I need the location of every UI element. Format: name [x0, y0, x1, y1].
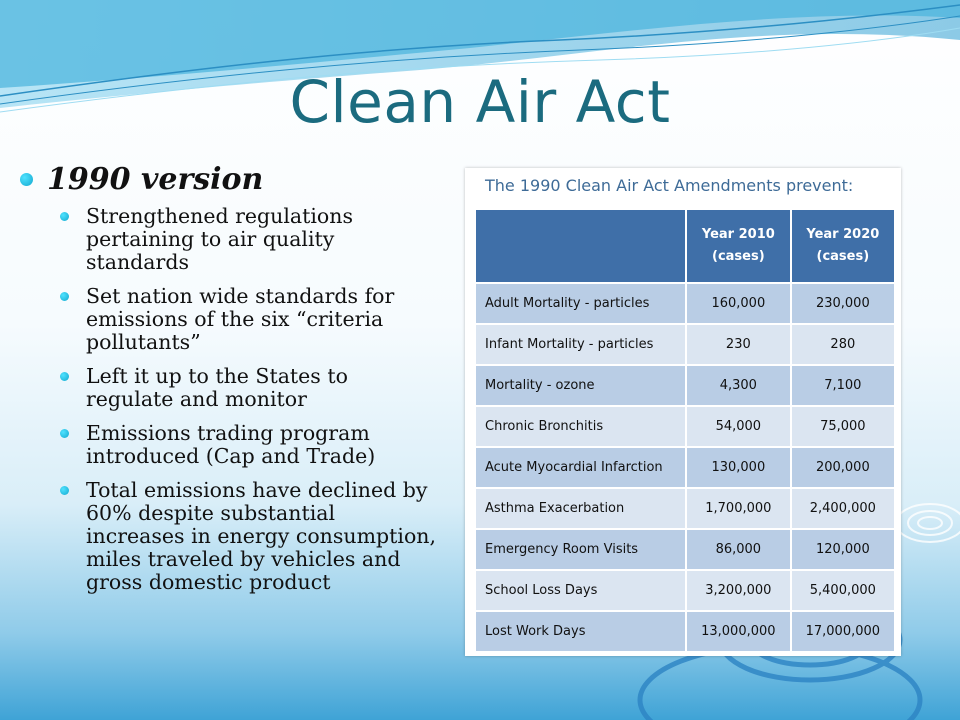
table-row — [476, 488, 894, 529]
row-value-2010: 54,000 — [686, 406, 791, 447]
table-row — [476, 406, 894, 447]
heading-bullet — [20, 162, 440, 197]
row-label: Lost Work Days — [476, 611, 686, 651]
table-row — [476, 611, 894, 651]
bullet-item: Set nation wide standards for emissions of the six “criteria pollutants” — [60, 285, 440, 354]
row-label: Mortality - ozone — [476, 365, 686, 406]
bullet-item: Emissions trading program introduced (Cap and Trade) — [60, 422, 440, 468]
row-value-2020: 17,000,000 — [791, 611, 894, 651]
row-value-2020: 200,000 — [791, 447, 894, 488]
row-value-2020: 280 — [791, 324, 894, 365]
row-label: Acute Myocardial Infarction — [476, 447, 686, 488]
row-value-2020: 7,100 — [791, 365, 894, 406]
row-label: Chronic Bronchitis — [476, 406, 686, 447]
row-value-2010: 230 — [686, 324, 791, 365]
header-year-2020-label: Year 2020 — [806, 227, 880, 242]
table-row — [476, 283, 894, 324]
bullet-item: Left it up to the States to regulate and monitor — [60, 365, 440, 411]
row-value-2010: 1,700,000 — [686, 488, 791, 529]
row-label: Adult Mortality - particles — [476, 283, 686, 324]
row-value-2020: 5,400,000 — [791, 570, 894, 611]
table-header-row — [476, 210, 894, 283]
table-row — [476, 447, 894, 488]
row-value-2010: 4,300 — [686, 365, 791, 406]
bullet-content — [20, 162, 440, 605]
amendments-table — [476, 210, 894, 651]
row-value-2020: 75,000 — [791, 406, 894, 447]
row-label: Infant Mortality - particles — [476, 324, 686, 365]
slide-title: Clean Air Act — [289, 68, 671, 136]
row-value-2010: 130,000 — [686, 447, 791, 488]
row-value-2020: 230,000 — [791, 283, 894, 324]
bullet-item: Total emissions have declined by 60% despite substantial increases in energy consumption, miles traveled by vehicles and gross domestic product — [60, 479, 440, 594]
table-row — [476, 365, 894, 406]
version-heading: 1990 version — [47, 162, 264, 197]
row-label: Emergency Room Visits — [476, 529, 686, 570]
bullet-list — [20, 205, 440, 594]
header-year-2010 — [686, 210, 791, 283]
bullet-icon — [20, 173, 33, 186]
row-value-2010: 160,000 — [686, 283, 791, 324]
header-empty — [476, 210, 686, 283]
row-value-2010: 86,000 — [686, 529, 791, 570]
row-value-2010: 3,200,000 — [686, 570, 791, 611]
table-row — [476, 529, 894, 570]
header-year-2010-label: Year 2010 — [701, 227, 775, 242]
row-label: School Loss Days — [476, 570, 686, 611]
amendments-table-image — [465, 168, 901, 656]
row-value-2020: 2,400,000 — [791, 488, 894, 529]
table-row — [476, 570, 894, 611]
row-value-2020: 120,000 — [791, 529, 894, 570]
row-value-2010: 13,000,000 — [686, 611, 791, 651]
row-label: Asthma Exacerbation — [476, 488, 686, 529]
table-row — [476, 324, 894, 365]
table-caption: The 1990 Clean Air Act Amendments prevent: — [485, 176, 854, 195]
header-year-2020 — [791, 210, 894, 283]
header-year-2010-unit: (cases) — [712, 249, 765, 264]
bullet-item: Strengthened regulations pertaining to air quality standards — [60, 205, 440, 274]
header-year-2020-unit: (cases) — [816, 249, 870, 264]
